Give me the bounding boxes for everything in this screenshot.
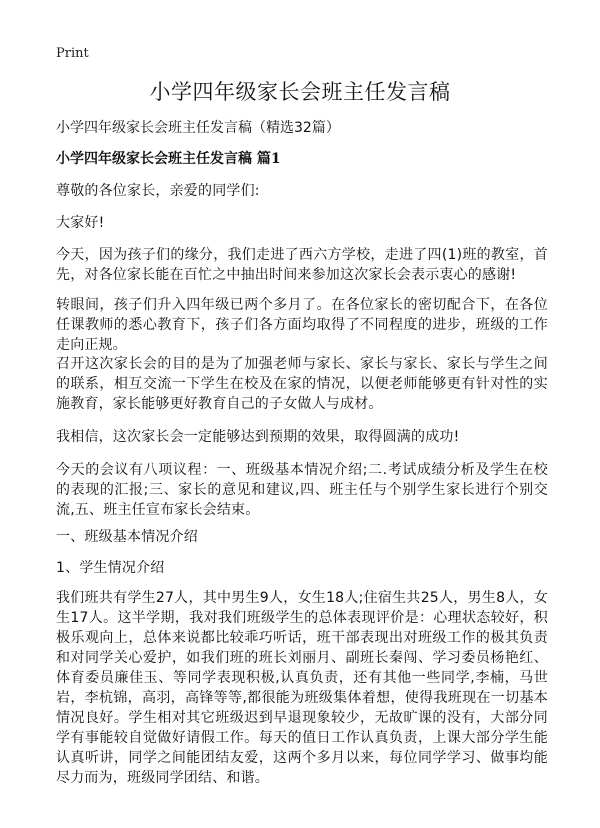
paragraph-confidence: 我相信，这次家长会一定能够达到预期的效果，取得圆满的成功! (56, 429, 460, 445)
paragraph-agenda: 今天的会议有八项议程：一、班级基本情况介绍;二.考试成绩分析及学生在校的表现的汇报;三、家长的意见和建议,四、班主任与个别学生家长进行个别交流,五、班主任宣布家长会结束。 (56, 462, 548, 518)
paragraph-greeting: 尊敬的各位家长，亲爱的同学们: (56, 183, 260, 199)
paragraph-intro: 今天，因为孩子们的缘分，我们走进了西六方学校，走进了四(1)班的教室，首先，对各位家长能在百忙之中抽出时间来参加这次家长会表示衷心的感谢! (56, 247, 548, 283)
paragraph-section-one: 一、班级基本情况介绍 (56, 529, 198, 545)
section-heading: 小学四年级家长会班主任发言稿 篇1 (56, 151, 281, 167)
page-title: 小学四年级家长会班主任发言稿 (149, 80, 451, 104)
paragraph-hello: 大家好! (56, 215, 105, 231)
paragraph-progress: 转眼间，孩子们升入四年级已两个多月了。在各位家长的密切配合下，在各位任课教师的悉心教育下，孩子们各方面均取得了不同程度的进步，班级的工作走向正规。 (56, 297, 548, 353)
paragraph-purpose: 召开这次家长会的目的是为了加强老师与家长、家长与家长、家长与学生之间的联系，相互交流一下学生在校及在家的情况，以便老师能够更有针对性的实施教育，家长能够更好教育自己的子女做人与成材。 (56, 356, 548, 412)
paragraph-subsection-one: 1、学生情况介绍 (56, 560, 165, 576)
document-subtitle: 小学四年级家长会班主任发言稿（精选32篇） (56, 120, 340, 136)
print-link[interactable]: Print (56, 46, 89, 61)
paragraph-student-info: 我们班共有学生27人，其中男生9人，女生18人;住宿生共25人，男生8人，女生17人。这半学期，我对我们班级学生的总体表现评价是：心理状态较好，积极乐观向上，总体来说都比较乖巧听话，班干部表现出对班级工作的极其负责和对同学关心爱护，如我们班的班长刘丽月、副班长秦闯、学习委员杨艳红、体育委员廉佳玉、等同学表现积极,认真负责，还有其他一些同学,李楠，马世岩，李杭锦，高羽，高锋等等,都很能为班级集体着想，使得我班现在一切基本情况良好。学生相对其它班级迟到早退现象较少，无故旷课的没有，大部分同学有事能较自觉做好请假工作。每天的值日工作认真负责，上课大部分学生能认真听讲，同学之间能团结友爱，这两个多月以来，每位同学学习、做事均能尽力而为，班级同学团结、和谐。 (56, 590, 548, 786)
